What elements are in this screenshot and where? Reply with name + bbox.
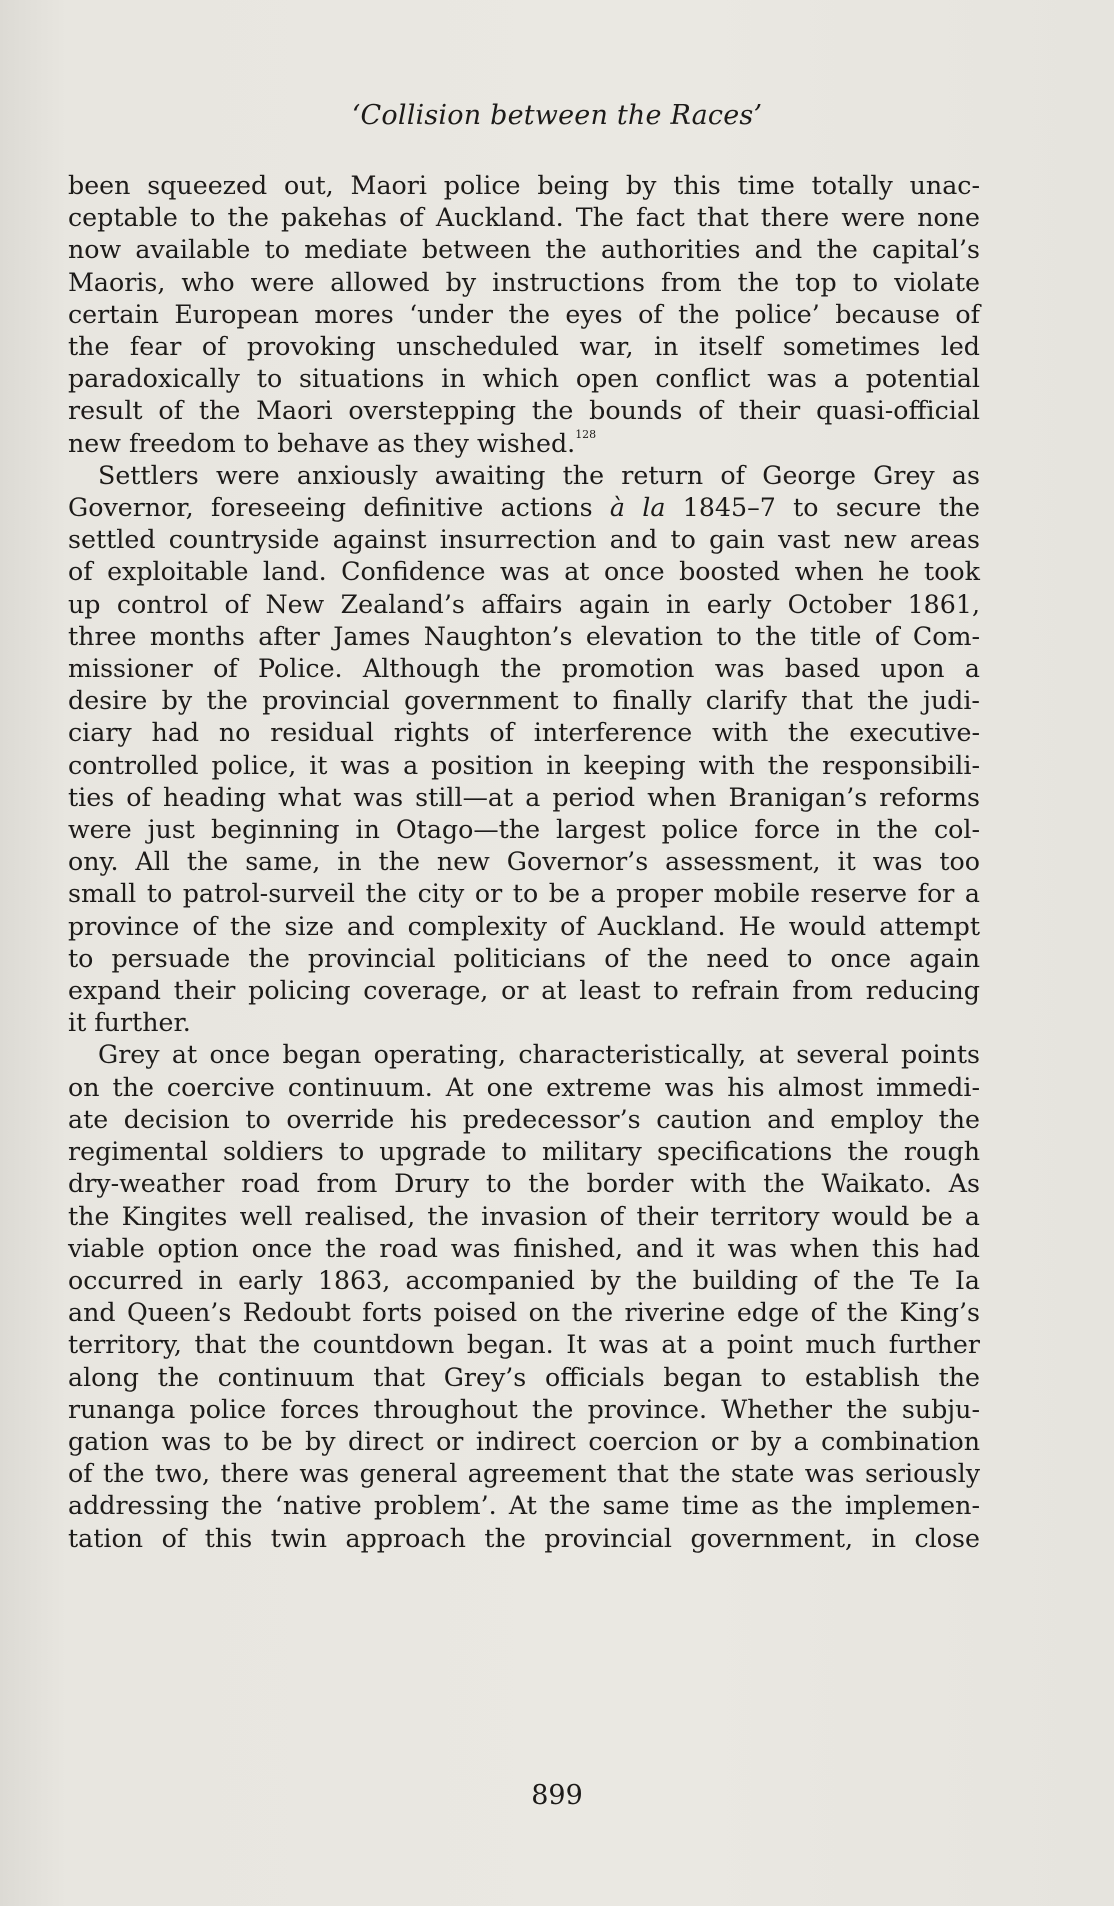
text-line: paradoxically to situations in which open conflict was a potential — [68, 364, 980, 394]
text-line — [68, 428, 980, 460]
text-line: of exploitable land. Confidence was at once boosted when he took — [68, 557, 980, 587]
paragraph-2 — [68, 460, 980, 1040]
text-line-content: 1845–7 to secure the — [682, 493, 980, 523]
text-line: of the two, there was general agreement that the state was seriously — [68, 1459, 980, 1489]
text-line: runanga police forces throughout the province. Whether the subju- — [68, 1394, 980, 1424]
text-line-content: Governor, foreseeing definitive actions — [68, 493, 593, 523]
text-line: were just beginning in Otago—the largest police force in the col- — [68, 815, 980, 845]
text-line: the Kingites well realised, the invasion of their territory would be a — [68, 1201, 980, 1231]
text-line: province of the size and complexity of Auckland. He would attempt — [68, 911, 980, 941]
text-line: three months after James Naughton’s elevation to the title of Com- — [68, 621, 980, 651]
text-line: missioner of Police. Although the promotion was based upon a — [68, 654, 980, 684]
text-line: dry-weather road from Drury to the border with the Waikato. As — [68, 1169, 980, 1199]
text-line: controlled police, it was a position in keeping with the responsibili- — [68, 750, 980, 780]
text-line — [68, 492, 980, 524]
text-line: along the continuum that Grey’s officials began to establish the — [68, 1362, 980, 1392]
text-line: settled countryside against insurrection and to gain vast new areas — [68, 525, 980, 555]
text-line: certain European mores ‘under the eyes of the police’ because of — [68, 299, 980, 329]
text-line: Maoris, who were allowed by instructions from the top to violate — [68, 267, 980, 297]
text-line: the fear of provoking unscheduled war, in itself sometimes led — [68, 332, 980, 362]
text-line: Grey at once began operating, characteristically, at several points — [98, 1040, 980, 1070]
text-line: ties of heading what was still—at a period when Branigan’s reforms — [68, 782, 980, 812]
text-line: expand their policing coverage, or at least to refrain from reducing — [68, 976, 980, 1006]
text-line: gation was to be by direct or indirect coercion or by a combination — [68, 1426, 980, 1456]
text-line: Settlers were anxiously awaiting the return of George Grey as — [98, 460, 980, 490]
text-line: desire by the provincial government to finally clarify that the judi- — [68, 686, 980, 716]
body-text — [68, 170, 980, 1555]
text-line: viable option once the road was finished, and it was when this had — [68, 1233, 980, 1263]
footnote-reference[interactable]: 128 — [575, 427, 597, 441]
text-line: regimental soldiers to upgrade to military specifications the rough — [68, 1137, 980, 1167]
text-line: addressing the ‘native problem’. At the same time as the implemen- — [68, 1491, 980, 1521]
text-line: been squeezed out, Maori police being by this time totally unac- — [68, 171, 980, 200]
italic-phrase: à la — [609, 493, 666, 523]
text-line: small to patrol-surveil the city or to be a proper mobile reserve for a — [68, 879, 980, 909]
paragraph-1 — [68, 170, 980, 460]
text-line: and Queen’s Redoubt forts poised on the riverine edge of the King’s — [68, 1298, 980, 1328]
text-line: result of the Maori overstepping the bounds of their quasi-official — [68, 396, 980, 426]
running-head: ‘Collision between the Races’ — [351, 100, 763, 131]
text-line: ciary had no residual rights of interference with the executive- — [68, 718, 980, 748]
text-line: occurred in early 1863, accompanied by the building of the Te Ia — [68, 1265, 980, 1295]
text-line: ate decision to override his predecessor’s caution and employ the — [68, 1104, 980, 1134]
paragraph-3 — [68, 1039, 980, 1554]
text-line-content: new freedom to behave as they wished. — [68, 428, 576, 458]
text-line: now available to mediate between the authorities and the capital’s — [68, 235, 980, 265]
text-line: on the coercive continuum. At one extreme was his almost immedi- — [68, 1072, 980, 1102]
text-line: to persuade the provincial politicians of the need to once again — [68, 943, 980, 973]
text-line: up control of New Zealand’s affairs again in early October 1861, — [68, 589, 980, 619]
text-line: tation of this twin approach the provincial government, in close — [68, 1523, 980, 1553]
text-line: territory, that the countdown began. It was at a point much further — [68, 1330, 980, 1360]
page-number: 899 — [531, 1780, 583, 1811]
text-line: ony. All the same, in the new Governor’s assessment, it was too — [68, 847, 980, 877]
text-line: ceptable to the pakehas of Auckland. The fact that there were none — [68, 203, 980, 233]
text-line: it further. — [68, 1008, 191, 1038]
